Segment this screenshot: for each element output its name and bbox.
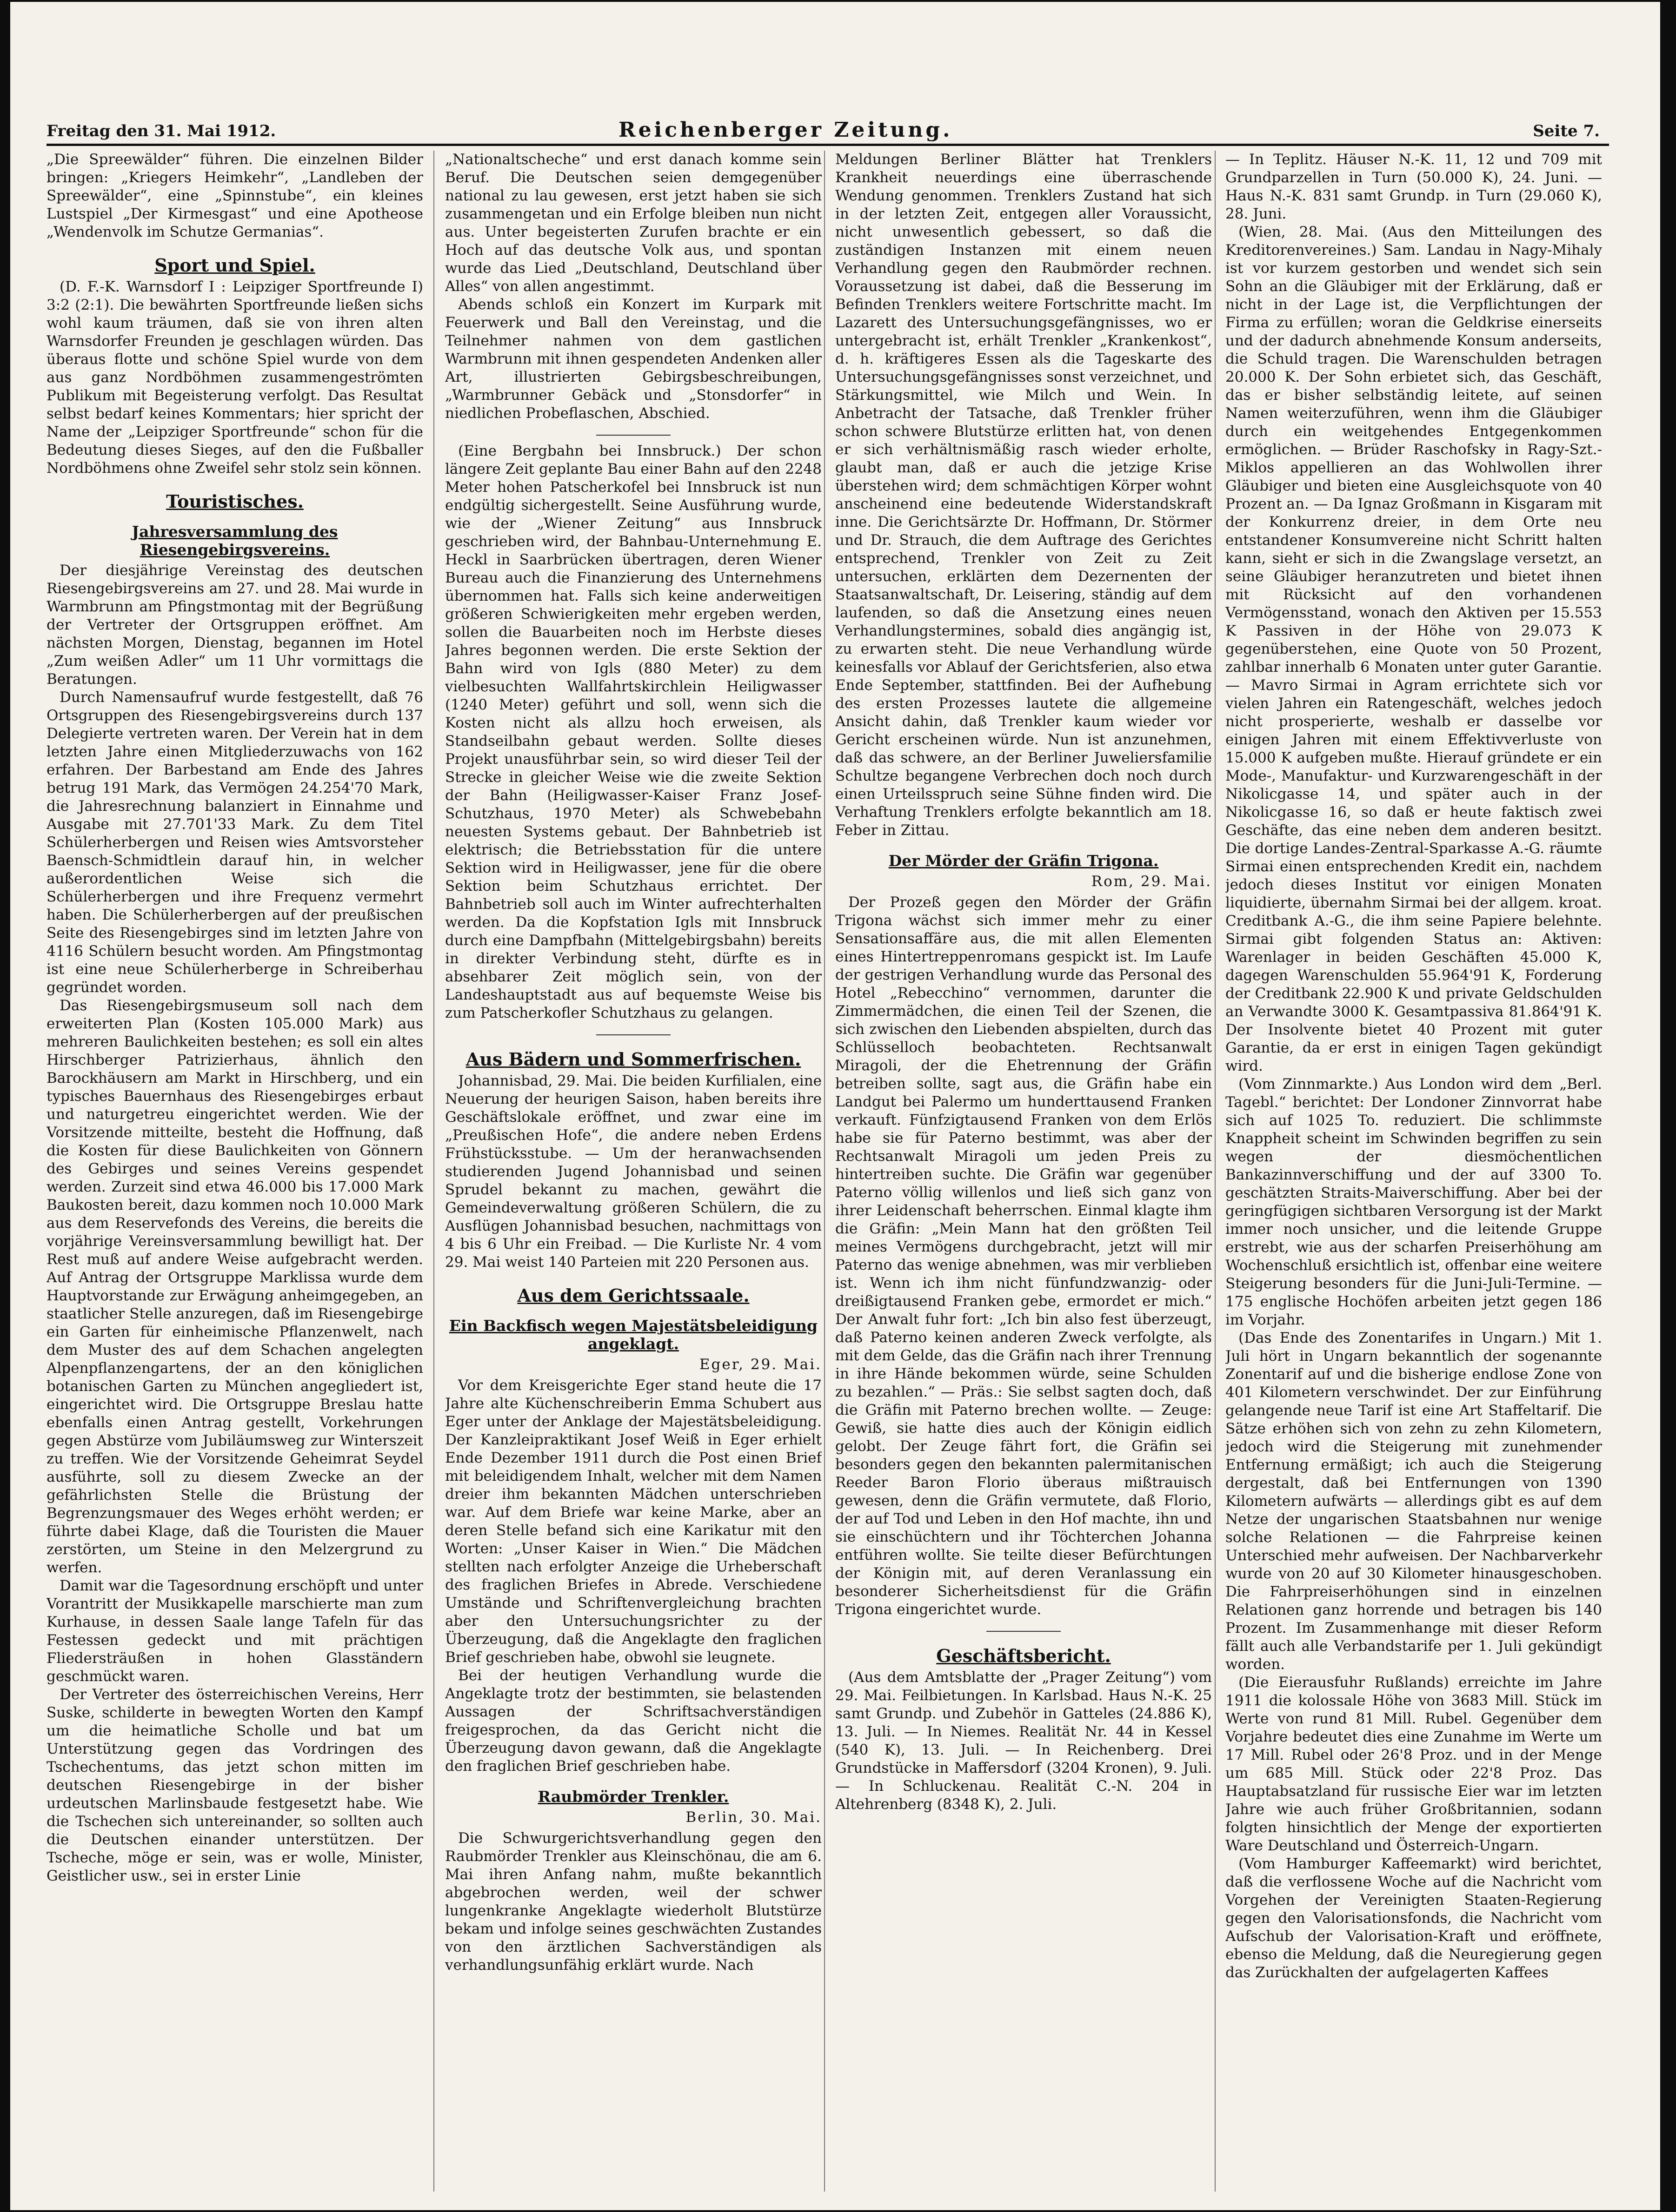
section-heading: Aus Bädern und Sommerfrischen.	[466, 1049, 801, 1070]
section-heading: Sport und Spiel.	[154, 255, 315, 276]
page-header	[47, 108, 1600, 145]
article-paragraph: Meldungen Berliner Blätter hat Trenklers Krankheit neuerdings eine überraschende Wendung genommen. Trenklers Zustand hat sich in der letzten Zeit, entgegen aller Voraussicht, nicht unwesentlich gebessert, so daß die zuständigen Instanzen mit einem neuen Verhandlung gegen den Raubmörder rechnen. Voraussetzung ist dabei, daß die Besserung im Befinden Trenklers weitere Fortschritte macht. Im Lazarett des Untersuchungsgefängnisses, wo er untergebracht ist, erhält Trenkler „Krankenkost“, d. h. kräftigeres Essen als die Tageskarte des Untersuchungsgefängnisses sonst verzeichnet, und Stärkungsmittel, wie Milch und Wein. In Anbetracht der Tatsache, daß Trenkler früher schon schwere Blutstürze erlitten hat, von denen er sich verhältnismäßig rasch wieder erholte, glaubt man, daß er auch die jetzige Krise überstehen wird; dem schmächtigen Körper wohnt anscheinend eine bedeutende Widerstandskraft inne. Die Gerichtsärzte Dr. Hoffmann, Dr. Störmer und Dr. Strauch, die dem Auftrage des Gerichtes entsprechend, Trenkler von Zeit zu Zeit untersuchen, erklärten dem Dezernenten der Staatsanwaltschaft, Dr. Leisering, ständig auf dem laufenden, so daß die Ansetzung eines neuen Verhandlungstermines, sobald dies angängig ist, zu erwarten steht. Die neue Verhandlung würde keinesfalls vor Ablauf der Gerichtsferien, also etwa Ende September, stattfinden. Bei der Aufhebung des ersten Prozesses lautete die allgemeine Ansicht dahin, daß Trenkler kaum wieder vor Gericht erscheinen würde. Nun ist anzunehmen, daß das schwere, an der Berliner Juweliersfamilie Schultze begangene Verbrechen doch noch durch einen Urteilsspruch seine Sühne finden wird. Die Verhaftung Trenklers erfolgte bekanntlich am 18. Feber in Zittau.	[835, 151, 1212, 839]
article-paragraph: Bei der heutigen Verhandlung wurde die Angeklagte trotz der bestimmten, sie belastenden Aussagen der Schriftsachverständigen freigesprochen, da das Gericht nicht die Überzeugung davon gewann, daß die Angeklagte den fraglichen Brief geschrieben habe.	[445, 1667, 822, 1775]
article-paragraph: (Vom Hamburger Kaffeemarkt) wird berichtet, daß die verflossene Woche auf die Nachricht vom Vorgehen der Vereinigten Staaten-Regierung gegen den Valorisationsfonds, die Nachricht vom Aufschub der Valorisation-Kraft und eröffnete, ebenso die Meldung, daß die Neuregierung gegen das Zurückhalten der aufgelagerten Kaffees	[1225, 1855, 1602, 1981]
section-heading: Geschäftsbericht.	[936, 1645, 1111, 1666]
article-paragraph: Vor dem Kreisgerichte Eger stand heute die 17 Jahre alte Küchenschreiberin Emma Schubert aus Eger unter der Anklage der Majestätsbeleidigung. Der Kanzleipraktikant Josef Weiß in Eger erhielt Ende Dezember 1911 durch die Post einen Brief mit beleidigendem Inhalt, welcher mit dem Namen dreier ihm bekannten Mädchen unterschrieben war. Auf dem Briefe war keine Marke, aber an deren Stelle befand sich eine Karikatur mit den Worten: „Unser Kaiser in Wien.“ Die Mädchen stellten nach erfolgter Anzeige die Urheberschaft des fraglichen Briefes in Abrede. Verschiedene Umstände und Schriftenvergleichung brachten aber den Untersuchungsrichter zu der Überzeugung, daß die Angeklagte den fraglichen Brief geschrieben habe, obwohl sie leugnete.	[445, 1377, 822, 1666]
article-paragraph: (Die Eierausfuhr Rußlands) erreichte im Jahre 1911 die kolossale Höhe von 3683 Mill. Stück im Werte von rund 81 Mill. Rubel. Gegenüber dem Vorjahre bedeutet dies eine Zunahme im Werte um 17 Mill. Rubel oder 26'8 Proz. und in der Menge um 685 Mill. Stück oder 22'8 Proz. Das Hauptabsatzland für russische Eier war im letzten Jahre wie auch früher Großbritannien, sodann folgten hinsichtlich der Menge der exportierten Ware Deutschland und Österreich-Ungarn.	[1225, 1674, 1602, 1854]
article-paragraph: Abends schloß ein Konzert im Kurpark mit Feuerwerk und Ball den Vereinstag, und die Teilnehmer nahmen von dem gastlichen Warmbrunn mit ihnen gespendeten Andenken aller Art, illustrierten Gebirgsbeschreibungen, „Warmbrunner Gebäck und „Stonsdorfer“ in niedlichen Probeflaschen, Abschied.	[445, 296, 822, 422]
article-paragraph: „Nationaltscheche“ und erst danach komme sein Beruf. Die Deutschen seien demgegenüber national zu lau gewesen, erst jetzt haben sie sich zusammengetan und ein Erfolge bleiben nun nicht aus. Unter begeisterten Zurufen brachte er ein Hoch auf das deutsche Volk aus, und spontan wurde das Lied „Deutschland, Deutschland über Alles“ von allen angestimmt.	[445, 151, 822, 295]
section-heading: Touristisches.	[166, 491, 304, 512]
column-divider	[824, 151, 825, 2192]
header-rule	[47, 144, 1609, 146]
article-separator	[986, 1631, 1061, 1632]
article-separator	[596, 435, 671, 436]
article-headline: Der Mörder der Gräfin Trigona.	[888, 852, 1159, 870]
article-paragraph: (Das Ende des Zonentarifes in Ungarn.) Mit 1. Juli hört in Ungarn bekanntlich der sogenannte Zonentarif auf und die bisherige endlose Zone von 401 Kilometern verschwindet. Der zur Einführung gelangende neue Tarif ist eine Art Staffeltarif. Die Sätze erhöhen sich von zehn zu zehn Kilometern, jedoch wird die Steigerung mit zunehmender Entfernung ermäßigt; ich auch die Steigerung dergestalt, daß bei Entfernungen von 1390 Kilometern aufwärts — allerdings gibt es auf dem Netze der ungarischen Staatsbahnen nur wenige solche Relationen — die Fahrpreise keinen Unterschied mehr aufweisen. Der Nachbarverkehr wurde von 20 auf 30 Kilometer hinausgeschoben. Die Fahrpreiserhöhungen sind in einzelnen Relationen ganz horrende und betragen bis 140 Prozent. Im Zusammenhange mit dieser Reform fällt auch alle Verbandstarife per 1. Juli gekündigt worden.	[1225, 1330, 1602, 1673]
column-divider	[1215, 151, 1216, 2192]
article-paragraph: Das Riesengebirgsmuseum soll nach dem erweiterten Plan (Kosten 105.000 Mark) aus mehreren Baulichkeiten bestehen; es soll ein altes Hirschberger Patrizierhaus, ähnlich den Barockhäusern am Markt in Hirschberg, und ein typisches Bauernhaus des Riesengebirges erbaut und naturgetreu eingerichtet werden. Wie der Vorsitzende mitteilte, besteht die Hoffnung, daß die Kosten für diese Baulichkeiten von Gönnern des Gebirges und seines Vereins gespendet werden. Zurzeit sind etwa 46.000 bis 17.000 Mark Baukosten bereit, dazu kommen noch 10.000 Mark aus dem Reservefonds des Vereins, die bereits die vorjährige Vereinsversammlung bewilligt hat. Der Rest muß auf andere Weise aufgebracht werden. Auf Antrag der Ortsgruppe Marklissa wurde dem Hauptvorstande zur Erwägung anheimgegeben, an staatlicher Stelle anzuregen, daß im Riesengebirge ein Garten für einheimische Pflanzenwelt, nach dem Muster des auf dem Schachen angelegten Alpenpflanzengartens, der an den königlichen botanischen Garten zu München angegliedert ist, eingerichtet wird. Die Ortsgruppe Breslau hatte ebenfalls einen Antrag gestellt, Vorkehrungen gegen Abstürze vom Jubiläumsweg zur Winterszeit zu treffen. Wie der Vorsitzende Geheimrat Seydel ausführte, soll zu diesem Zwecke an der gefährlichsten Stelle die Brüstung der Begrenzungsmauer des Weges erhöht werden; er führte dabei Klage, daß die Touristen die Mauer zerstörten, um Steine in den Melzergrund zu werfen.	[47, 997, 423, 1576]
article-paragraph: „Die Spreewälder“ führen. Die einzelnen Bilder bringen: „Kriegers Heimkehr“, „Landleben der Spreewälder“, eine „Spinnstube“, ein kleines Lustspiel „Der Kirmesgast“ und eine Apotheose „Wendenvolk im Schutze Germanias“.	[47, 151, 423, 240]
article-paragraph: Damit war die Tagesordnung erschöpft und unter Vorantritt der Musikkapelle marschierte man zum Kurhause, in dessen Saale lange Tafeln für das Festessen gedeckt und mit prächtigen Fliedersträußen in hohen Glasständern geschmückt waren.	[47, 1577, 423, 1685]
column-1	[47, 151, 423, 2196]
article-headline: Jahresversammlung des Riesengebirgsvereins.	[132, 523, 338, 559]
dateline: Rom, 29. Mai.	[1091, 873, 1212, 890]
article-paragraph: Die Schwurgerichtsverhandlung gegen den Raubmörder Trenkler aus Kleinschönau, die am 6. Mai ihren Anfang nahm, mußte bekanntlich abgebrochen werden, weil der schwer lungenkranke Angeklagte wiederholt Blutstürze bekam und infolge seines geschwächten Zustandes von den ärztlichen Sachverständigen als verhandlungsunfähig erklärt wurde. Nach	[445, 1830, 822, 1974]
article-paragraph: (Eine Bergbahn bei Innsbruck.) Der schon längere Zeit geplante Bau einer Bahn auf den 2248 Meter hohen Patscherkofel bei Innsbruck ist nun endgültig sichergestellt. Seine Ausführung wurde, wie der „Wiener Zeitung“ aus Innsbruck geschrieben wird, der Bahnbau-Unternehmung E. Heckl in Saarbrücken übertragen, deren Wiener Bureau auch die Finanzierung des Unternehmens übernommen hat. Falls sich keine anderweitigen größeren Schwierigkeiten mehr ergeben werden, sollen die Bauarbeiten noch im Herbste dieses Jahres begonnen werden. Die erste Sektion der Bahn wird von Igls (880 Meter) zu dem vielbesuchten Wallfahrtskirchlein Heiligwasser (1240 Meter) geführt und soll, wenn sich die Kosten nicht als allzu hoch erweisen, als Standseilbahn gebaut werden. Sollte dieses Projekt unausführbar sein, so wird dieser Teil der Strecke in gleicher Weise wie die zweite Sektion der Bahn (Heiligwasser-Kaiser Franz Josef-Schutzhaus, 1970 Meter) als Schwebebahn neuesten Systems gebaut. Der Bahnbetrieb ist elektrisch; die Betriebsstation für die untere Sektion wird in Heiligwasser, jene für die obere Sektion beim Schutzhaus errichtet. Der Bahnbetrieb soll auch im Winter aufrechterhalten werden. Da die Kopfstation Igls mit Innsbruck durch eine Dampfbahn (Mittelgebirgsbahn) bereits in direkter Verbindung steht, dürfte es in absehbarer Zeit möglich sein, von der Landeshauptstadt aus auf bequemste Weise bis zum Patscherkofler Schutzhaus zu gelangen.	[445, 443, 822, 1021]
newspaper-title: Reichenberger Zeitung.	[619, 118, 953, 142]
article-paragraph: Johannisbad, 29. Mai. Die beiden Kurfilialen, eine Neuerung der heurigen Saison, haben bereits ihre Geschäftslokale eröffnet, und zwar eine im „Preußischen Hofe“, die andere neben Erdens Frühstücksstube. — Um der heranwachsenden studierenden Jugend Johannisbad und seinen Sprudel bekannt zu machen, gewährt die Gemeindeverwaltung größeren Schülern, die zu Ausflügen Johannisbad besuchen, nachmittags von 4 bis 6 Uhr ein Freibad. — Die Kurliste Nr. 4 vom 29. Mai weist 140 Parteien mit 220 Personen aus.	[445, 1073, 822, 1271]
article-paragraph: (Aus dem Amtsblatte der „Prager Zeitung“) vom 29. Mai. Feilbietungen. In Karlsbad. Haus N.-K. 25 samt Grundp. und Zubehör in Gatteles (24.886 K), 13. Juli. — In Niemes. Realität Nr. 44 in Kessel (540 K), 13. Juli. — In Reichenberg. Drei Grundstücke in Maffersdorf (3204 Kronen), 9. Juli. — In Schluckenau. Realität C.-N. 204 in Altehrenberg (8348 K), 2. Juli.	[835, 1669, 1212, 1813]
article-headline: Ein Backfisch wegen Majestätsbeleidigung angeklagt.	[449, 1317, 818, 1353]
article-paragraph: Der Vertreter des österreichischen Vereins, Herr Suske, schilderte in bewegten Worten den Kampf um die heimatliche Scholle und bat um Unterstützung gegen das Vordringen des Tschechentums, das jetzt schon mitten im deutschen Riesengebirge in der bisher urdeutschen Marlinsbaude festgesetzt habe. Wie die Tschechen sich untereinander, so sollten auch die Deutschen einander unterstützen. Der Tscheche, möge er sein, was er wolle, Minister, Geistlicher usw., sei in erster Linie	[47, 1686, 423, 1884]
article-paragraph: Der diesjährige Vereinstag des deutschen Riesengebirgsvereins am 27. und 28. Mai wurde in Warmbrunn am Pfingstmontag mit der Begrüßung der Vertreter der Ortsgruppen eröffnet. Am nächsten Morgen, Dienstag, begannen im Hotel „Zum weißen Adler“ um 11 Uhr vormittags die Beratungen.	[47, 562, 423, 688]
article-paragraph: Durch Namensaufruf wurde festgestellt, daß 76 Ortsgruppen des Riesengebirgsvereins durch 137 Delegierte vertreten waren. Der Verein hat in dem letzten Jahre einen Mitgliederzuwachs von 162 erfahren. Der Barbestand am Ende des Jahres betrug 191 Mark, das Vermögen 24.254'70 Mark, die Jahresrechnung balanziert in Einnahme und Ausgabe mit 27.701'33 Mark. Zu dem Titel Schülerherbergen und Reisen wies Amtsvorsteher Baensch-Schmidtlein darauf hin, in welcher außerordentlichen Weise sich die Schülerherbergen und ihre Frequenz vermehrt haben. Die Schülerherbergen auf der preußischen Seite des Riesengebirges sind im letzten Jahre von 4116 Schülern besucht worden. Am Pfingstmontag ist eine neue Schülerherberge in Schreiberhau gegründet worden.	[47, 689, 423, 996]
column-4	[1225, 151, 1602, 2196]
column-3	[835, 151, 1212, 2196]
article-paragraph: (D. F.-K. Warnsdorf I : Leipziger Sportfreunde I) 3:2 (2:1). Die bewährten Sportfreunde ließen sichs wohl kaum träumen, daß sie von ihren alten Warnsdorfer Freunden je geschlagen würden. Das überaus flotte und schöne Spiel wurde von dem aus ganz Nordböhmen zusammengeströmten Publikum mit Begeisterung verfolgt. Das Resultat selbst bedarf keines Kommentars; hier spricht der Name der „Leipziger Sportfreunde“ schon für die Bedeutung dieses Sieges, auf den die Fußballer Nordböhmens ohne Zweifel sehr stolz sein können.	[47, 278, 423, 477]
article-headline: Raubmörder Trenkler.	[538, 1788, 729, 1806]
issue-date: Freitag den 31. Mai 1912.	[47, 122, 276, 140]
section-heading: Aus dem Gerichtssaale.	[517, 1285, 750, 1306]
newspaper-page	[10, 2, 1660, 2210]
article-paragraph: Der Prozeß gegen den Mörder der Gräfin Trigona wächst sich immer mehr zu einer Sensationsaffäre aus, die mit allen Elementen eines Hintertreppenromans gespickt ist. Im Laufe der gestrigen Verhandlung wurde das Personal des Hotel „Rebecchino“ vernommen, darunter die Zimmermädchen, die einen Teil der Szenen, die sich zwischen den Liebenden abspielten, durch das Schlüsselloch beobachteten. Rechtsanwalt Miragoli, der die Ehetrennung der Gräfin betreiben sollte, sagt aus, die Gräfin habe ein Landgut bei Palermo um hunderttausend Franken verkauft. Fünfzigtausend Franken von dem Erlös habe sie für Paterno bestimmt, was aber der Rechtsanwalt Miragoli um jeden Preis zu hintertreiben suchte. Die Gräfin war gegenüber Paterno völlig willenlos und ließ sich ganz von ihrer Leidenschaft beherrschen. Einmal klagte ihm die Gräfin: „Mein Mann hat den größten Teil meines Vermögens durchgebracht, jetzt will mir Paterno das wenige abnehmen, was mir verblieben ist. Wenn ich ihm nicht fünfundzwanzig- oder dreißigtausend Franken gebe, ermordet er mich.“ Der Anwalt fuhr fort: „Ich bin also fest überzeugt, daß Paterno keinen anderen Zweck verfolgte, als mit dem Gelde, das die Gräfin nach ihrer Trennung in ihre Hände bekommen würde, seine Schulden zu bezahlen.“ — Präs.: Sie selbst sagten doch, daß die Gräfin mit Paterno brechen wollte. — Zeuge: Gewiß, sie hatte dies auch der Königin eidlich gelobt. Der Zeuge fährt fort, die Gräfin sei besonders gegen den bekannten palermitanischen Reeder Baron Florio überaus mißtrauisch gewesen, denn die Gräfin vermutete, daß Florio, der auf Tod und Leben in den Hof machte, ihn und sie einschüchtern und ihr Töchterchen Johanna entführen wollte. Sie teilte dieser Befürchtungen der Königin mit, auf deren Veranlassung ein besonderer Sicherheitsdienst für die Gräfin Trigona eingerichtet wurde.	[835, 894, 1212, 1618]
article-separator	[596, 1034, 671, 1035]
article-paragraph: (Wien, 28. Mai. (Aus den Mitteilungen des Kreditorenvereines.) Sam. Landau in Nagy-Mihaly ist vor kurzem gestorben und wendet sich sein Sohn an die Gläubiger mit der Erklärung, daß er nicht in der Lage ist, die Verpflichtungen der Firma zu erfüllen; woran die Geldkrise einerseits und der dadurch abnehmende Konsum anderseits, die Schuld tragen. Die Warenschulden betragen 20.000 K. Der Sohn erbietet sich, das Geschäft, das er bisher selbständig leitete, auf seinen Namen weiterzuführen, wenn ihm die Gläubiger durch ein weitgehendes Entgegenkommen ermöglichen. — Brüder Raschofsky in Ragy-Szt.-Miklos appellieren an das Wohlwollen ihrer Gläubiger und bieten eine Ausgleichsquote von 40 Prozent an. — Da Ignaz Großmann in Kisgaram mit der Konkurrenz dreier, in dem Orte neu entstandener Konsumvereine nicht Schritt halten kann, sieht er sich in die Zwangslage versetzt, an seine Gläubiger heranzutreten und bietet ihnen mit Rücksicht auf den vorhandenen Vermögensstand, wonach den Aktiven per 15.553 K Passiven in der Höhe von 29.073 K gegenüberstehen, eine Quote von 50 Prozent, zahlbar innerhalb 6 Monaten unter guter Garantie. — Mavro Sirmai in Agram errichtete sich vor vielen Jahren ein Ratengeschäft, welches jedoch nicht prosperierte, weshalb er dasselbe vor einigen Jahren mit einem Effektivverluste von 15.000 K aufgeben mußte. Hierauf gründete er ein Mode-, Manufaktur- und Kurzwarengeschäft in der Nikolicgasse 14, und später auch in der Nikolicgasse 16, so daß er heute faktisch zwei Geschäfte, das eine neben dem anderen besitzt. Die dortige Landes-Zentral-Sparkasse A.-G. räumte Sirmai einen entsprechenden Kredit ein, nachdem jedoch dieses Institut vor einigen Monaten liquidierte, übernahm Sirmai bei der allgem. kroat. Creditbank A.-G., die ihm seine Papiere belehnte. Sirmai gibt folgenden Status an: Aktiven: Warenlager in beiden Geschäften 45.000 K, dagegen Warenschulden 55.964'91 K, Forderung der Creditbank 22.900 K und private Geldschulden an Verwandte 3000 K. Gesamtpassiva 81.864'91 K. Der Insolvente bietet 40 Prozent mit guter Garantie, da er erst in einigen Tagen gekündigt wird.	[1225, 224, 1602, 1074]
dateline: Eger, 29. Mai.	[699, 1356, 822, 1373]
page-number: Seite 7.	[1533, 122, 1600, 140]
dateline: Berlin, 30. Mai.	[685, 1809, 822, 1826]
column-divider	[433, 151, 434, 2192]
column-2	[445, 151, 822, 2196]
article-paragraph: (Vom Zinnmarkte.) Aus London wird dem „Berl. Tagebl.“ berichtet: Der Londoner Zinnvorrat habe sich auf 1025 To. reduziert. Die schlimmste Knappheit scheint im Schwinden begriffen zu sein wegen der diesmöchentlichen Bankazinnverschiffung und der auf 3300 To. geschätzten Straits-Maiverschiffung. Aber bei der geringfügigen sichtbaren Versorgung ist der Markt immer noch unsicher, und die leitende Gruppe erstrebt, wie aus der scharfen Preiserhöhung am Wochenschluß ersichtlich ist, offenbar eine weitere Steigerung besonders für die Juni-Juli-Termine. — 175 englische Hochöfen arbeiten jetzt gegen 186 im Vorjahr.	[1225, 1076, 1602, 1328]
article-paragraph: — In Teplitz. Häuser N.-K. 11, 12 und 709 mit Grundparzellen in Turn (50.000 K), 24. Juni. — Haus N.-K. 831 samt Grundp. in Turn (29.060 K), 28. Juni.	[1225, 151, 1602, 222]
